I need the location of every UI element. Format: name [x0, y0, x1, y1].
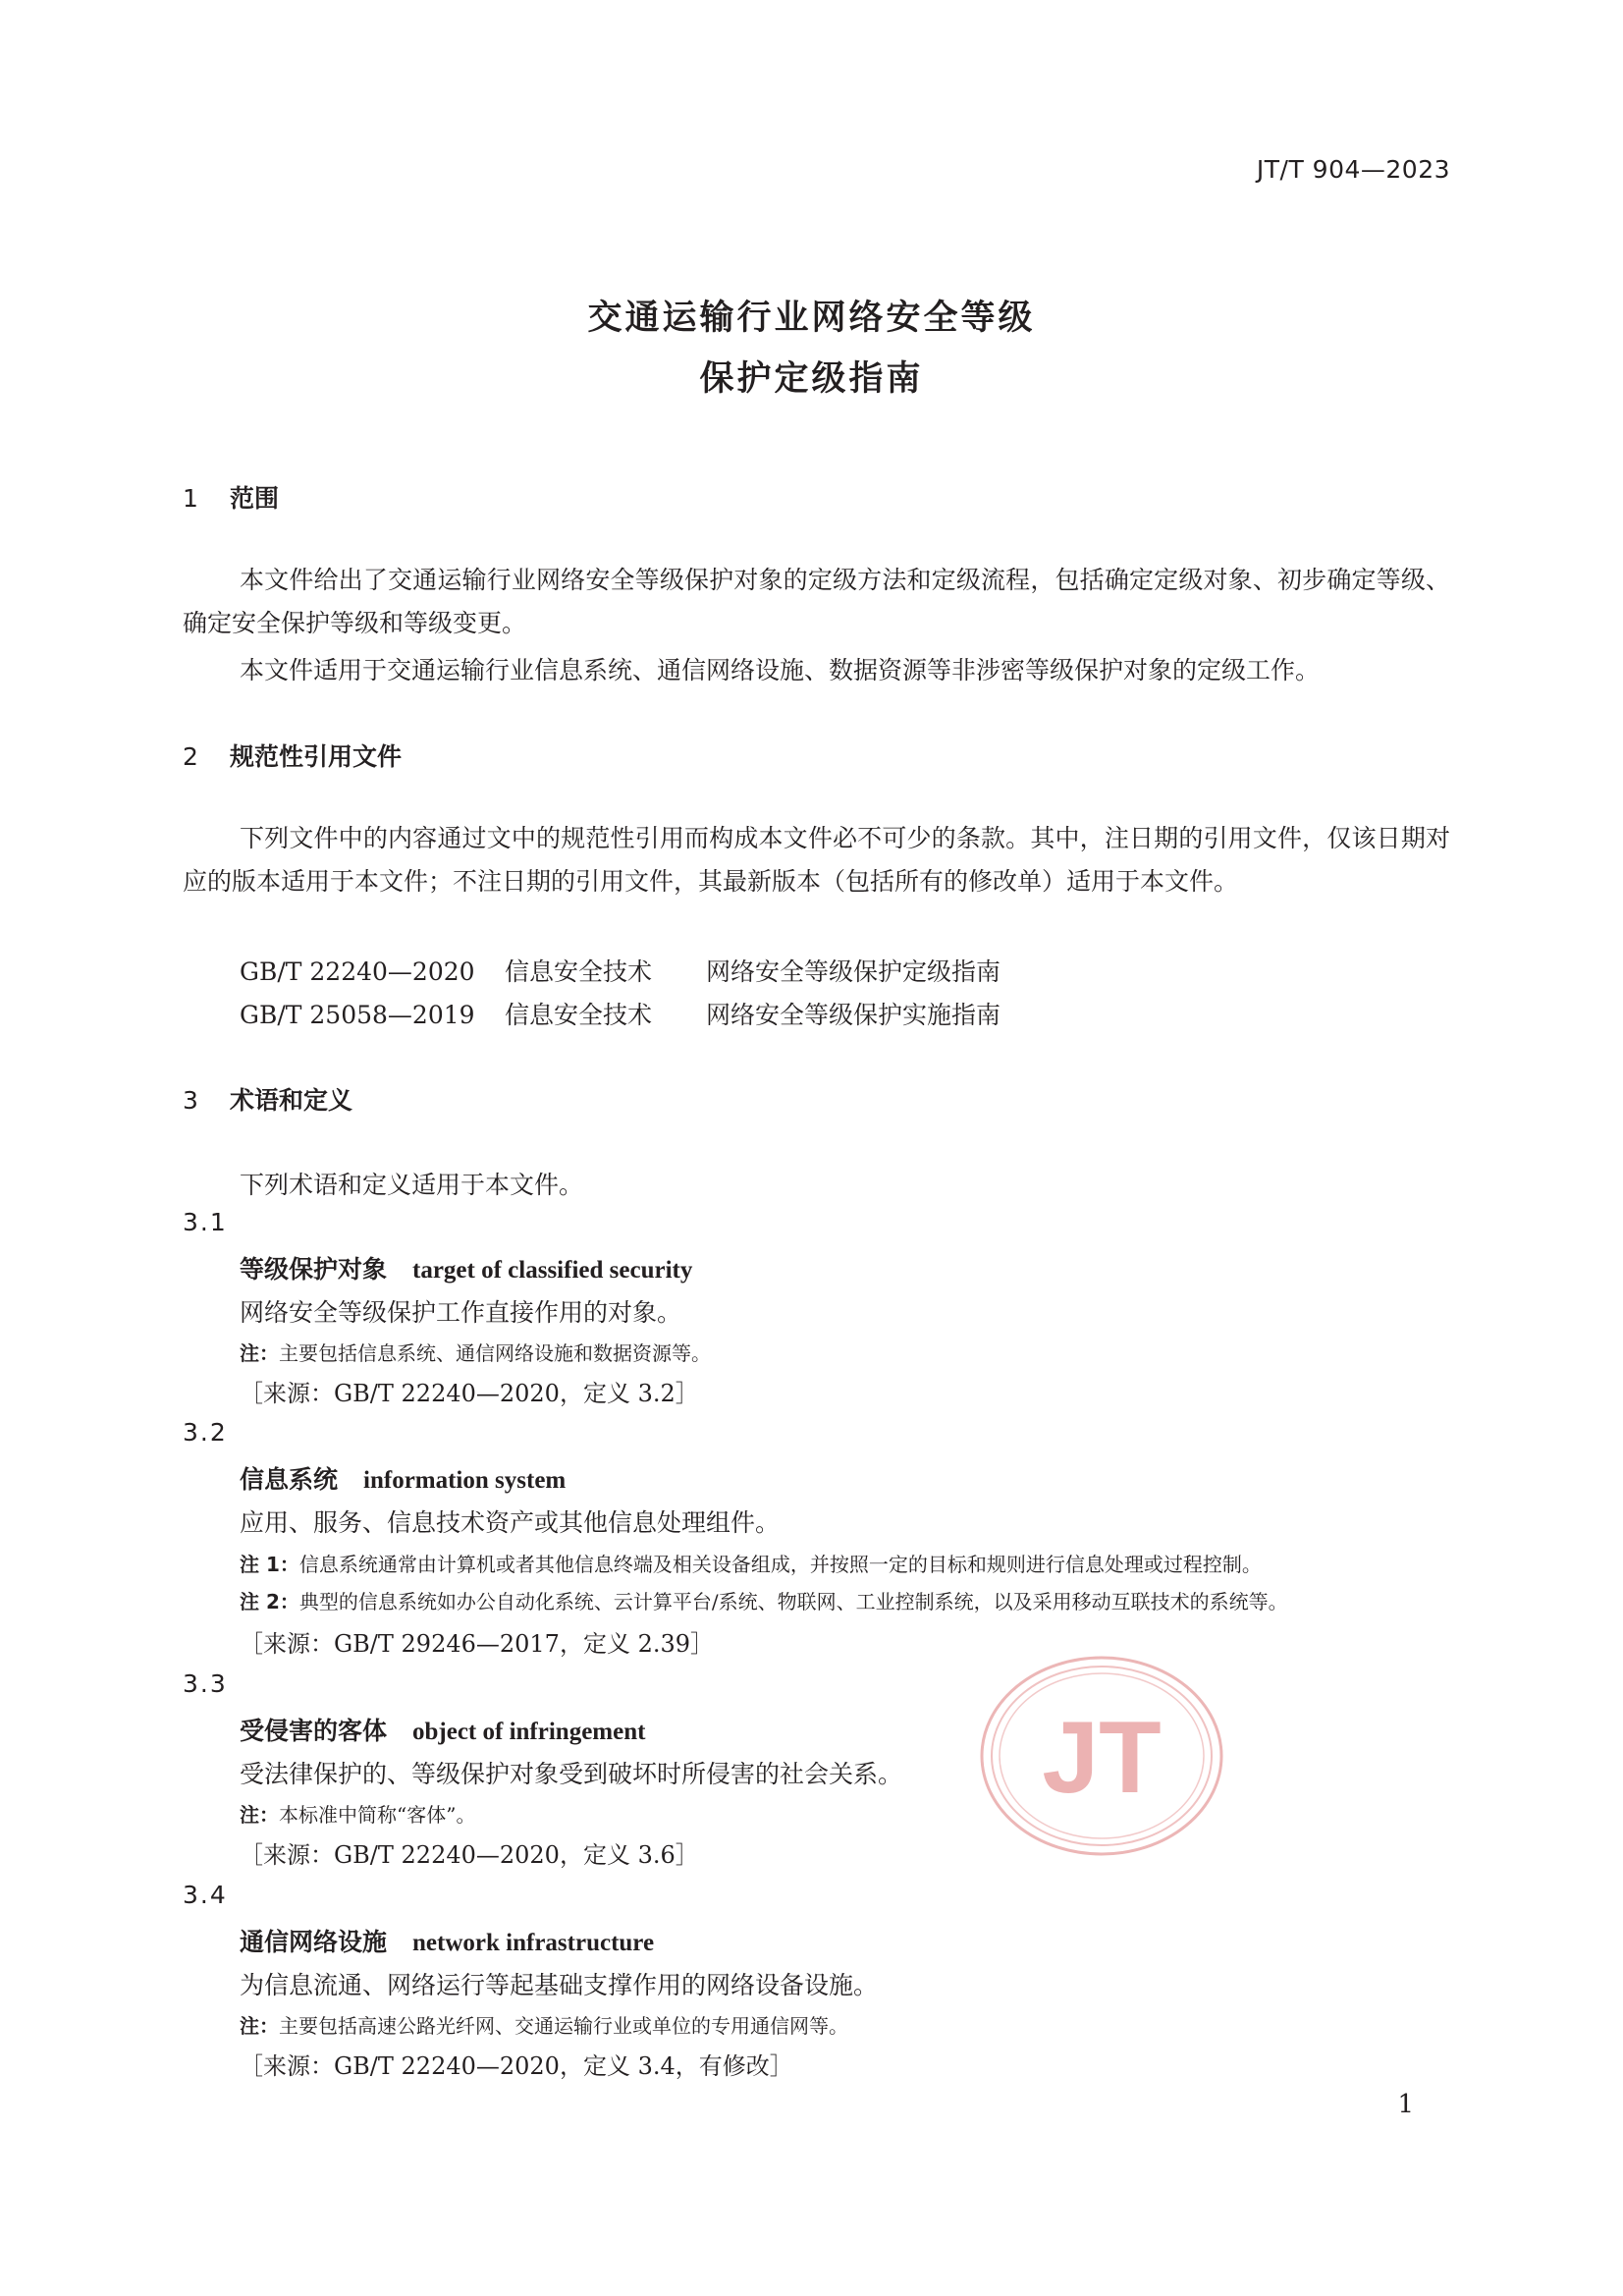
section-number: 2	[183, 742, 198, 771]
term-definition: 网络安全等级保护工作直接作用的对象。	[240, 1298, 682, 1327]
term-source: ［来源：GB/T 29246—2017，定义 2.39］	[240, 1630, 715, 1658]
section-1-paragraph-1: 本文件给出了交通运输行业网络安全等级保护对象的定级方法和定级流程，包括确定定级对象、初步确定等级、确定安全保护等级和等级变更。	[183, 566, 1450, 637]
reference-category: 信息安全技术	[505, 1001, 653, 1029]
term-heading	[240, 1923, 654, 1958]
term-heading	[240, 1460, 566, 1496]
term-definition: 受法律保护的、等级保护对象受到破坏时所侵害的社会关系。	[240, 1760, 903, 1788]
note-text: 主要包括信息系统、通信网络设施和数据资源等。	[279, 1341, 711, 1365]
page-number: 1	[1397, 2090, 1414, 2119]
term-chinese: 等级保护对象	[240, 1255, 388, 1284]
section-title: 术语和定义	[230, 1086, 353, 1115]
section-number: 3	[183, 1086, 198, 1115]
term-definition: 应用、服务、信息技术资产或其他信息处理组件。	[240, 1508, 781, 1537]
term-source: ［来源：GB/T 22240—2020，定义 3.4，有修改］	[240, 2052, 793, 2080]
note-label: 注：	[240, 1803, 279, 1827]
section-1-heading	[183, 479, 279, 515]
section-2-paragraph: 下列文件中的内容通过文中的规范性引用而构成本文件必不可少的条款。其中，注日期的引用文件，仅该日期对应的版本适用于本文件；不注日期的引用文件，其最新版本（包括所有的修改单）适用于本文件。	[183, 824, 1450, 896]
reference-item	[240, 996, 1001, 1031]
note-text: 典型的信息系统如办公自动化系统、云计算平台/系统、物联网、工业控制系统，以及采用移动互联技术的系统等。	[298, 1590, 1288, 1613]
term-note	[240, 1549, 1262, 1577]
document-title-line1: 交通运输行业网络安全等级	[587, 299, 1036, 338]
term-note	[240, 2010, 848, 2039]
clause-number: 3.4	[183, 1881, 228, 1909]
reference-code: GB/T 25058—2019	[240, 1001, 475, 1029]
term-chinese: 信息系统	[240, 1465, 339, 1494]
section-2-heading	[183, 738, 402, 773]
term-english: network infrastructure	[412, 1930, 655, 1956]
term-note	[240, 1799, 475, 1828]
note-label: 注 2：	[240, 1590, 299, 1613]
stamp-text: JT	[1042, 1701, 1162, 1815]
term-note	[240, 1338, 711, 1366]
note-label: 注：	[240, 2014, 279, 2038]
note-text: 本标准中简称“客体”。	[279, 1803, 476, 1827]
term-note	[240, 1586, 1288, 1614]
section-1-paragraph-2: 本文件适用于交通运输行业信息系统、通信网络设施、数据资源等非涉密等级保护对象的定级工作。	[240, 656, 1321, 684]
term-heading	[240, 1712, 645, 1747]
section-number: 1	[183, 484, 198, 513]
section-3-heading	[183, 1081, 352, 1117]
note-text: 主要包括高速公路光纤网、交通运输行业或单位的专用通信网等。	[279, 2014, 848, 2038]
term-source: ［来源：GB/T 22240—2020，定义 3.2］	[240, 1380, 699, 1407]
section-title: 范围	[230, 484, 280, 513]
clause-number: 3.1	[183, 1208, 228, 1236]
clause-number: 3.2	[183, 1418, 228, 1447]
reference-code: GB/T 22240—2020	[240, 957, 475, 986]
note-label: 注 1：	[240, 1553, 299, 1576]
reference-title: 网络安全等级保护定级指南	[706, 957, 1001, 986]
term-english: target of classified security	[412, 1257, 693, 1284]
section-3-intro: 下列术语和定义适用于本文件。	[240, 1171, 584, 1199]
note-text: 信息系统通常由计算机或者其他信息终端及相关设备组成，并按照一定的目标和规则进行信息处理或过程控制。	[298, 1553, 1262, 1576]
clause-number: 3.3	[183, 1669, 228, 1698]
section-title: 规范性引用文件	[230, 742, 403, 771]
term-heading	[240, 1250, 692, 1285]
document-title-line2: 保护定级指南	[699, 359, 924, 399]
jt-watermark-stamp	[977, 1653, 1227, 1859]
reference-item	[240, 953, 1001, 988]
term-chinese: 受侵害的客体	[240, 1717, 388, 1745]
standard-code: JT/T 904—2023	[1256, 155, 1450, 184]
term-english: information system	[363, 1467, 567, 1494]
term-definition: 为信息流通、网络运行等起基础支撑作用的网络设备设施。	[240, 1971, 879, 1999]
term-source: ［来源：GB/T 22240—2020，定义 3.6］	[240, 1841, 699, 1869]
term-english: object of infringement	[412, 1719, 646, 1745]
reference-category: 信息安全技术	[505, 957, 653, 986]
reference-title: 网络安全等级保护实施指南	[706, 1001, 1001, 1029]
term-chinese: 通信网络设施	[240, 1928, 388, 1956]
note-label: 注：	[240, 1341, 279, 1365]
